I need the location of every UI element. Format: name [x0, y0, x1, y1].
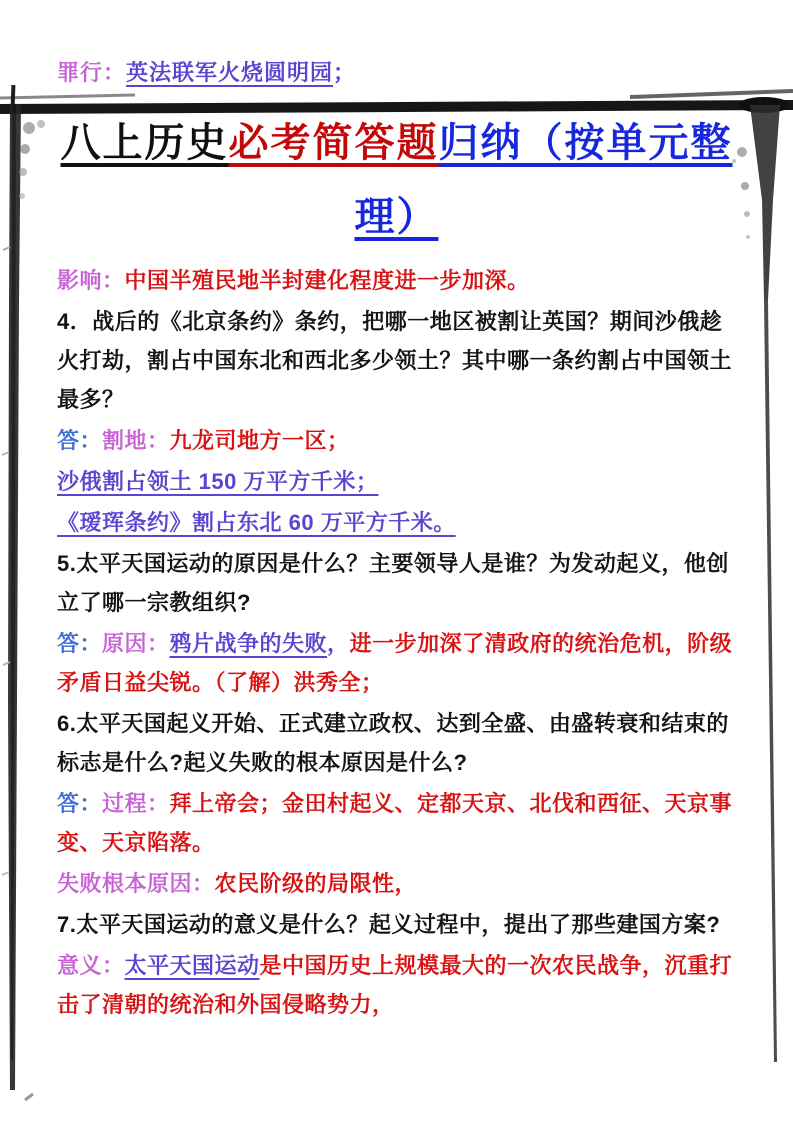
brush-texture — [2, 872, 9, 875]
text-segment: 中国半殖民地半封建化程度进一步加深。 — [124, 268, 530, 293]
text-segment: 沙俄割占领土 150 万平方千米； — [57, 469, 379, 494]
text-segment: 4．战后的《北京条约》条约，把哪一地区被割让英国？期间沙俄趁火打劫，割占中国东北和西北多少领土？其中哪一条约割占中国领土最多？ — [57, 309, 733, 412]
text-segment: 必考简答题 — [228, 121, 439, 165]
crime-note-line — [57, 56, 753, 87]
ink-blob — [20, 144, 30, 154]
paragraph — [57, 544, 741, 622]
text-segment: 归纳（按单元整理） — [354, 121, 733, 239]
text-segment: ， — [327, 631, 350, 656]
paragraph — [57, 421, 741, 460]
ink-blob — [19, 168, 27, 176]
text-segment: 是中国历史上规模最大的一次农民战争，沉重打击了清朝的统治和外国侵略势力， — [57, 953, 733, 1017]
border-right-stroke — [750, 105, 780, 300]
text-segment: 失败根本原因： — [57, 871, 215, 896]
text-segment: 5.太平天国运动的原因是什么？主要领导人是谁？为发动起义，他创立了哪一宗教组织? — [57, 551, 729, 615]
text-segment: 鸦片战争的失败 — [169, 631, 328, 656]
paragraph — [57, 946, 741, 1024]
text-segment: 答： — [57, 631, 103, 656]
ink-blob — [23, 122, 35, 134]
brush-texture — [0, 95, 135, 98]
paragraph — [57, 302, 741, 419]
brush-texture — [2, 452, 9, 455]
text-segment: 意义： — [57, 953, 125, 978]
text-segment: 影响： — [57, 268, 125, 293]
text-segment: 原因： — [102, 631, 170, 656]
text-segment: 九龙司地方一区； — [169, 428, 350, 453]
brush-texture — [11, 85, 16, 109]
text-segment: 进一步加深了清政府的统治危机，阶级矛盾日益尖锐。（了解）洪秀全； — [57, 631, 733, 695]
brush-texture — [3, 662, 10, 665]
document-body — [57, 261, 741, 1026]
ink-blob — [37, 120, 45, 128]
text-segment: 割地： — [102, 428, 170, 453]
text-segment: 太平天国运动 — [124, 953, 260, 978]
text-segment: 拜上帝会；金田村起义、定都天京、北伐和西征、天京事变、天京陷落。 — [57, 791, 733, 855]
text-segment: 英法联军火烧圆明园 — [126, 60, 334, 85]
paragraph — [57, 784, 741, 862]
text-segment: 7.太平天国运动的意义是什么？起义过程中，提出了那些建国方案? — [57, 912, 721, 937]
brush-texture — [630, 91, 793, 97]
text-segment: 6.太平天国起义开始、正式建立政权、达到全盛、由盛转衰和结束的标志是什么?起义失败的根本原因是什么? — [57, 711, 729, 775]
paragraph — [57, 624, 741, 702]
text-segment: 答： — [57, 791, 103, 816]
text-segment: 过程： — [102, 791, 170, 816]
paragraph — [57, 864, 741, 903]
ink-blob — [19, 193, 25, 199]
text-segment: 答： — [57, 428, 103, 453]
text-segment: 罪行： — [57, 60, 127, 85]
brush-texture — [11, 104, 16, 1060]
paragraph — [57, 905, 741, 944]
brush-texture — [3, 247, 10, 250]
paragraph — [57, 503, 741, 542]
paragraph — [57, 704, 741, 782]
text-segment: 《瑷珲条约》割占东北 60 万平方千米。 — [57, 510, 456, 535]
border-right-stroke — [764, 300, 777, 1062]
text-segment: 八上历史 — [60, 121, 229, 165]
paragraph — [57, 261, 741, 300]
border-left-stroke — [8, 104, 21, 1090]
text-segment: 农民阶级的局限性， — [214, 871, 418, 896]
brush-texture — [25, 1094, 33, 1100]
page-title — [45, 106, 748, 254]
paragraph — [57, 462, 741, 501]
text-segment: ； — [333, 60, 357, 85]
